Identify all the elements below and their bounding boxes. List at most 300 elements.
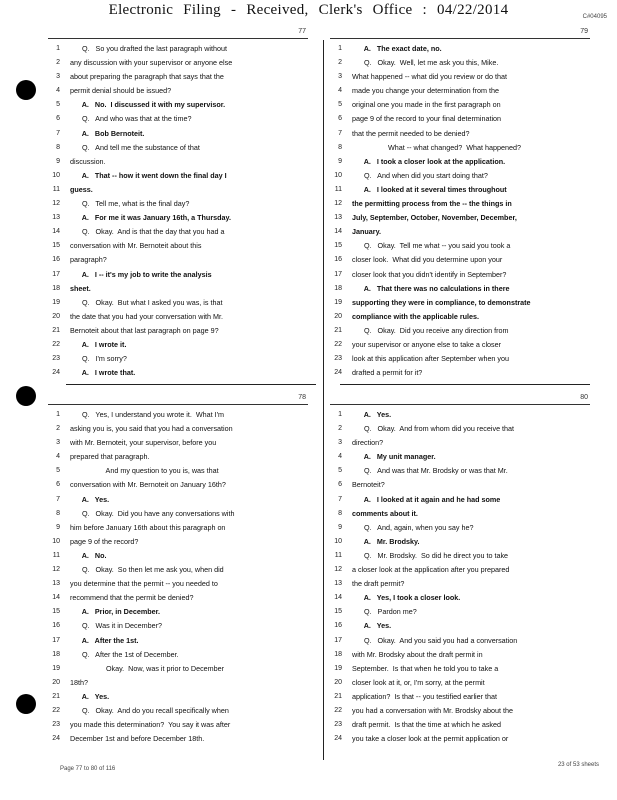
line-text: July, September, October, November, December, [352, 213, 517, 223]
line-text: asking you is, you said that you had a conversation [70, 424, 233, 434]
line-number: 2 [338, 59, 342, 67]
transcript-line [330, 591, 590, 605]
transcript-line [330, 507, 590, 521]
line-number: 11 [52, 551, 60, 559]
line-number: 14 [334, 228, 342, 236]
line-number: 22 [334, 340, 342, 348]
line-text: A. I wrote that. [70, 368, 136, 378]
sheet-count-footer: 23 of 53 sheets [557, 762, 599, 768]
line-number: 21 [52, 692, 60, 700]
line-text: A. I looked at it several times throughout [352, 184, 507, 194]
transcript-line [330, 478, 590, 492]
line-number: 1 [338, 411, 342, 418]
line-number: 17 [334, 270, 342, 278]
line-number: 20 [52, 312, 60, 320]
line-number: 14 [334, 594, 342, 602]
line-number: 5 [338, 101, 342, 109]
line-text: What happened -- what did you review or do that [352, 72, 508, 82]
center-divider [323, 40, 324, 760]
line-text: 18th? [70, 677, 88, 687]
transcript-line [48, 563, 308, 577]
line-text: A. Yes, I took a closer look. [352, 593, 461, 603]
line-number: 9 [56, 157, 60, 165]
line-text: draft permit. Is that the time at which he asked [352, 720, 502, 730]
line-number: 22 [52, 706, 60, 714]
transcript-line [330, 112, 590, 126]
transcript-line [330, 690, 590, 704]
line-text: Q. And, again, when you say he? [352, 522, 474, 532]
transcript-line [330, 296, 590, 310]
page-rule [48, 404, 308, 405]
transcript-line [48, 268, 308, 282]
line-number: 12 [52, 566, 60, 574]
line-number: 10 [52, 537, 60, 545]
line-text: discussion. [70, 156, 106, 166]
transcript-line [330, 352, 590, 366]
line-number: 9 [56, 523, 60, 531]
page-rule [330, 38, 590, 39]
line-number: 19 [334, 298, 342, 306]
transcript-line [330, 225, 590, 239]
transcript-line [330, 98, 590, 112]
line-text: Q. Okay. Did you have any conversations with [70, 508, 235, 518]
line-text: your supervisor or anyone else to take a closer [352, 339, 502, 349]
transcript-line [330, 169, 590, 183]
line-number: 8 [338, 143, 342, 151]
transcript-line [330, 127, 590, 141]
line-number: 21 [334, 326, 342, 334]
transcript-line [48, 634, 308, 648]
page-rule [48, 38, 308, 39]
transcript-lines [330, 42, 590, 380]
transcript-line [330, 268, 590, 282]
line-number: 7 [56, 129, 60, 137]
line-number: 10 [334, 537, 342, 545]
line-text: with Mr. Bernoteit, your supervisor, before you [70, 438, 217, 448]
line-number: 1 [56, 411, 60, 418]
line-number: 16 [52, 256, 60, 264]
line-text: A. For me it was January 16th, a Thursday. [70, 213, 231, 223]
line-text: any discussion with your supervisor or anyone else [70, 58, 233, 68]
transcript-line [48, 352, 308, 366]
line-text: the permitting process from the -- the things in [352, 199, 512, 209]
transcript-line [330, 436, 590, 450]
transcript-line [330, 493, 590, 507]
transcript-line [48, 366, 308, 380]
line-number: 11 [334, 185, 342, 193]
line-text: Q. And was that Mr. Brodsky or was that Mr. [352, 466, 508, 476]
transcript-line [48, 605, 308, 619]
line-text: paragraph? [70, 255, 107, 265]
transcript-line [48, 408, 308, 422]
line-text: Bernoteit about that last paragraph on page 9? [70, 325, 219, 335]
line-text: Q. And when did you start doing that? [352, 170, 488, 180]
punch-hole-top [16, 80, 36, 100]
punch-hole-bottom [16, 694, 36, 714]
line-number: 18 [334, 284, 342, 292]
line-text: September. Is that when he told you to take a [352, 663, 499, 673]
transcript-line [48, 296, 308, 310]
line-number: 16 [334, 622, 342, 630]
line-number: 3 [338, 439, 342, 447]
line-number: 6 [56, 481, 60, 489]
page-number: 78 [298, 394, 306, 401]
line-text: conversation with Mr. Bernoteit on January 16th? [70, 480, 226, 490]
line-number: 5 [338, 467, 342, 475]
transcript-line [48, 436, 308, 450]
transcript-line [48, 493, 308, 507]
transcript-line [48, 521, 308, 535]
transcript-line [330, 577, 590, 591]
line-text: that the permit needed to be denied? [352, 128, 470, 138]
line-number: 3 [56, 73, 60, 81]
transcript-line [48, 464, 308, 478]
transcript-line [48, 253, 308, 267]
line-text: a closer look at the application after you prepared [352, 565, 510, 575]
page-number: 79 [580, 28, 588, 35]
transcript-line [330, 197, 590, 211]
line-number: 3 [56, 439, 60, 447]
transcript-line [48, 478, 308, 492]
transcript-line [330, 84, 590, 98]
line-number: 24 [52, 369, 60, 377]
line-number: 6 [56, 115, 60, 123]
line-number: 4 [56, 87, 60, 95]
line-text: Q. So you drafted the last paragraph without [70, 44, 228, 53]
transcript-line [48, 662, 308, 676]
line-number: 10 [52, 171, 60, 179]
page-number: 77 [298, 28, 306, 35]
transcript-lines [48, 408, 308, 746]
line-number: 8 [56, 143, 60, 151]
line-number: 20 [52, 678, 60, 686]
line-number: 13 [334, 580, 342, 588]
transcript-line [330, 563, 590, 577]
line-text: you had a conversation with Mr. Brodsky about the [352, 705, 514, 715]
line-text: made you change your determination from the [352, 86, 500, 96]
line-number: 16 [334, 256, 342, 264]
transcript-line [48, 282, 308, 296]
line-text: sheet. [70, 283, 91, 293]
line-number: 23 [334, 721, 342, 729]
line-text: application? Is that -- you testified earlier that [352, 691, 498, 701]
line-number: 4 [338, 87, 342, 95]
transcript-line [48, 141, 308, 155]
line-text: direction? [352, 438, 384, 448]
transcript-line [330, 704, 590, 718]
transcript-line [48, 239, 308, 253]
line-number: 14 [52, 228, 60, 236]
line-text: Q. And tell me the substance of that [70, 142, 200, 152]
transcript-line [48, 690, 308, 704]
line-number: 7 [56, 495, 60, 503]
line-number: 24 [334, 735, 342, 743]
line-number: 16 [52, 622, 60, 630]
line-text: Q. Okay. Tell me what -- you said you took a [352, 241, 511, 251]
line-number: 2 [56, 425, 60, 433]
line-number: 22 [52, 340, 60, 348]
line-text: prepared that paragraph. [70, 452, 150, 462]
line-text: A. I looked at it again and he had some [352, 494, 501, 504]
line-number: 17 [52, 636, 60, 644]
transcript-line [48, 127, 308, 141]
line-number: 8 [338, 509, 342, 517]
transcript-line [48, 718, 308, 732]
line-number: 24 [334, 369, 342, 377]
transcript-line [330, 648, 590, 662]
line-number: 11 [52, 185, 60, 193]
transcript-line [330, 619, 590, 633]
filing-header: Electronic Filing - Received, Clerk's Office : 04/22/2014 [108, 2, 509, 18]
transcript-lines [48, 42, 308, 380]
transcript-line [330, 253, 590, 267]
line-text: him before January 16th about this paragraph on [70, 522, 226, 532]
line-number: 20 [334, 678, 342, 686]
line-number: 19 [52, 664, 60, 672]
line-text: Q. After the 1st of December. [70, 649, 179, 659]
line-text: Okay. Now, was it prior to December [70, 663, 225, 673]
transcript-line [330, 718, 590, 732]
line-number: 15 [52, 608, 60, 616]
page-rule [330, 404, 590, 405]
transcript-line [330, 310, 590, 324]
transcript-line [48, 676, 308, 690]
line-number: 6 [338, 115, 342, 123]
line-text: A. After the 1st. [70, 635, 139, 645]
line-number: 22 [334, 706, 342, 714]
transcript-line [330, 521, 590, 535]
line-text: Q. Pardon me? [352, 607, 417, 617]
transcript-line [48, 535, 308, 549]
line-number: 12 [334, 200, 342, 208]
transcript-line [48, 42, 308, 56]
transcript-line [48, 70, 308, 84]
line-number: 23 [334, 355, 342, 363]
transcript-line [330, 605, 590, 619]
row-divider-right [340, 384, 590, 385]
line-text: Q. Okay. And you said you had a conversation [352, 635, 518, 645]
line-number: 17 [52, 270, 60, 278]
line-text: Q. Was it in December? [70, 621, 162, 631]
line-text: the date that you had your conversation with Mr. [70, 311, 224, 321]
line-number: 7 [338, 129, 342, 137]
line-number: 18 [334, 650, 342, 658]
transcript-line [48, 549, 308, 563]
row-divider-left [66, 384, 316, 385]
transcript-line [48, 169, 308, 183]
line-text: A. No. I discussed it with my supervisor. [70, 100, 226, 110]
line-number: 15 [334, 242, 342, 250]
line-text: closer look. What did you determine upon your [352, 255, 503, 265]
line-number: 12 [52, 200, 60, 208]
line-number: 10 [334, 171, 342, 179]
transcript-line [330, 549, 590, 563]
line-text: A. I wrote it. [70, 339, 127, 349]
line-number: 8 [56, 509, 60, 517]
line-number: 6 [338, 481, 342, 489]
line-text: Q. Okay. Did you receive any direction from [352, 325, 509, 335]
line-text: Q. Okay. But what I asked you was, is that [70, 297, 223, 307]
line-number: 12 [334, 566, 342, 574]
line-text: Q. And who was that at the time? [70, 114, 192, 124]
line-text: Bernoteit? [352, 480, 385, 490]
transcript-line [48, 507, 308, 521]
line-number: 21 [52, 326, 60, 334]
line-number: 11 [334, 551, 342, 559]
transcript-line [330, 155, 590, 169]
transcript-line [48, 155, 308, 169]
transcript-line [330, 464, 590, 478]
transcript-lines [330, 408, 590, 746]
line-text: A. No. [70, 550, 107, 560]
line-text: A. The exact date, no. [352, 44, 442, 53]
line-number: 1 [56, 45, 60, 52]
line-text: A. My unit manager. [352, 452, 436, 462]
line-text: Q. Okay. And do you recall specifically when [70, 705, 229, 715]
line-text: A. That there was no calculations in there [352, 283, 510, 293]
transcript-line [330, 366, 590, 380]
line-text: permit denial should be issued? [70, 86, 172, 96]
line-text: January. [352, 227, 382, 237]
line-number: 4 [56, 453, 60, 461]
line-number: 24 [52, 735, 60, 743]
transcript-line [330, 239, 590, 253]
line-number: 13 [334, 214, 342, 222]
line-text: A. Yes. [352, 621, 392, 631]
transcript-line [48, 422, 308, 436]
transcript-line [48, 591, 308, 605]
line-number: 17 [334, 636, 342, 644]
line-number: 4 [338, 453, 342, 461]
transcript-line [48, 211, 308, 225]
transcript-line [48, 619, 308, 633]
page-number: 80 [580, 394, 588, 401]
line-text: you take a closer look at the permit application or [352, 734, 509, 744]
line-text: Q. Okay. And from whom did you receive that [352, 424, 515, 434]
line-number: 3 [338, 73, 342, 81]
transcript-line [330, 450, 590, 464]
line-text: A. Yes. [70, 691, 110, 701]
transcript-line [330, 211, 590, 225]
line-text: with Mr. Brodsky about the draft permit in [352, 649, 483, 659]
transcript-line [48, 183, 308, 197]
line-text: the draft permit? [352, 579, 405, 589]
line-number: 19 [52, 298, 60, 306]
line-number: 21 [334, 692, 342, 700]
line-text: page 9 of the record? [70, 536, 139, 546]
line-text: What -- what changed? What happened? [352, 142, 521, 152]
line-number: 7 [338, 495, 342, 503]
line-text: A. I -- it's my job to write the analysis [70, 269, 212, 279]
line-number: 18 [52, 284, 60, 292]
transcript-line [48, 225, 308, 239]
line-text: drafted a permit for it? [352, 368, 423, 378]
line-text: Q. I'm sorry? [70, 354, 127, 364]
line-text: guess. [70, 184, 93, 194]
transcript-line [330, 535, 590, 549]
line-text: about preparing the paragraph that says that the [70, 72, 224, 82]
transcript-line [330, 56, 590, 70]
line-text: A. Yes. [70, 494, 110, 504]
transcript-line [330, 408, 590, 422]
transcript-line [48, 112, 308, 126]
line-number: 9 [338, 523, 342, 531]
line-text: Q. Okay. And is that the day that you had a [70, 227, 225, 237]
transcript-line [48, 84, 308, 98]
transcript-line [330, 282, 590, 296]
line-text: compliance with the applicable rules. [352, 311, 480, 321]
transcript-line [330, 732, 590, 746]
line-number: 14 [52, 594, 60, 602]
line-text: comments about it. [352, 508, 418, 518]
line-text: closer look that you didn't identify in September? [352, 269, 507, 279]
line-text: you determine that the permit -- you needed to [70, 579, 218, 589]
line-number: 13 [52, 214, 60, 222]
line-number: 2 [338, 425, 342, 433]
filing-stamp: C#04095 [582, 14, 607, 20]
line-text: A. Mr. Brodsky. [352, 536, 420, 546]
line-number: 5 [56, 101, 60, 109]
line-text: A. Bob Bernoteit. [70, 128, 145, 138]
line-number: 23 [52, 355, 60, 363]
line-text: Q. Tell me, what is the final day? [70, 199, 190, 209]
line-text: Q. Yes, I understand you wrote it. What I'm [70, 410, 224, 419]
line-number: 19 [334, 664, 342, 672]
line-text: conversation with Mr. Bernoteit about this [70, 241, 202, 251]
line-number: 1 [338, 45, 342, 52]
line-number: 20 [334, 312, 342, 320]
transcript-line [330, 634, 590, 648]
transcript-line [330, 70, 590, 84]
line-text: page 9 of the record to your final determination [352, 114, 502, 124]
transcript-line [48, 704, 308, 718]
transcript-line [48, 732, 308, 746]
line-text: A. That -- how it went down the final day I [70, 170, 227, 180]
transcript-line [48, 197, 308, 211]
transcript-line [330, 662, 590, 676]
line-text: And my question to you is, was that [70, 466, 219, 476]
line-number: 2 [56, 59, 60, 67]
transcript-line [330, 422, 590, 436]
line-text: Q. Okay. Well, let me ask you this, Mike. [352, 58, 499, 68]
transcript-line [330, 676, 590, 690]
line-number: 15 [334, 608, 342, 616]
line-text: you made this determination? You say it was after [70, 720, 231, 730]
line-text: A. Yes. [352, 410, 392, 419]
transcript-line [48, 450, 308, 464]
line-text: recommend that the permit be denied? [70, 593, 194, 603]
line-number: 23 [52, 721, 60, 729]
transcript-line [330, 183, 590, 197]
transcript-line [330, 324, 590, 338]
line-number: 18 [52, 650, 60, 658]
transcript-line [330, 338, 590, 352]
line-text: look at this application after September when you [352, 354, 510, 364]
transcript-line [48, 98, 308, 112]
line-number: 5 [56, 467, 60, 475]
line-text: Q. Mr. Brodsky. So did he direct you to take [352, 550, 509, 560]
transcript-line [330, 141, 590, 155]
line-text: Q. Okay. So then let me ask you, when did [70, 565, 224, 575]
line-text: closer look at it, or, I'm sorry, at the permit [352, 677, 485, 687]
line-text: December 1st and before December 18th. [70, 734, 205, 744]
line-text: supporting they were in compliance, to demonstrate [352, 297, 531, 307]
transcript-line [48, 577, 308, 591]
transcript-line [48, 648, 308, 662]
transcript-line [48, 338, 308, 352]
page-range-footer: Page 77 to 80 of 116 [60, 766, 116, 772]
line-text: original one you made in the first paragraph on [352, 100, 501, 110]
